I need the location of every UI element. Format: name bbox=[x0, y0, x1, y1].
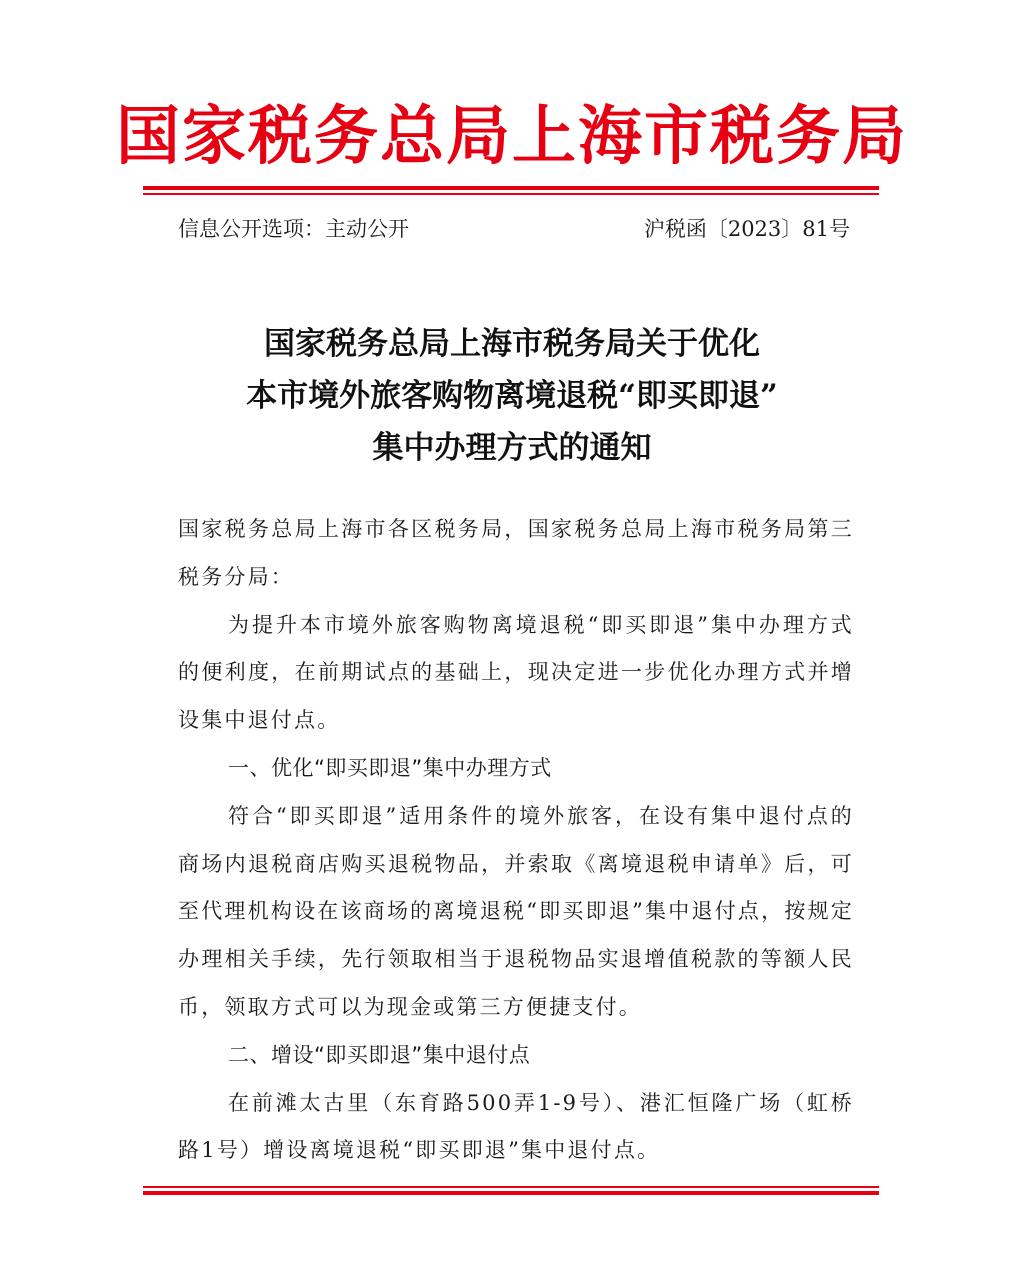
section-1-paragraph: 符合“即买即退”适用条件的境外旅客，在设有集中退付点的商场内退税商店购买退税物品，并索取《离境退税申请单》后，可至代理机构设在该商场的离境退税“即买即退”集中退付点，按规定办理相关手续，先行领取相当于退税物品实退增值税款的等额人民币，领取方式可以为现金或第三方便捷支付。 bbox=[178, 803, 854, 1019]
footer-rule-thin bbox=[143, 1186, 879, 1188]
agency-masthead: 国家税务总局上海市税务局 bbox=[116, 99, 908, 174]
section-1-heading: 一、优化“即买即退”集中办理方式 bbox=[228, 755, 552, 780]
header-rule-thin bbox=[143, 193, 879, 195]
header-rule-thick bbox=[143, 186, 879, 190]
salutation: 国家税务总局上海市各区税务局，国家税务总局上海市税务局第三税务分局： bbox=[178, 517, 854, 589]
document-body bbox=[178, 506, 854, 1175]
disclosure-option: 信息公开选项：主动公开 bbox=[178, 217, 409, 241]
title-line-1: 国家税务总局上海市税务局关于优化 bbox=[264, 326, 760, 362]
document-title bbox=[0, 318, 1024, 474]
section-2-paragraph: 在前滩太古里（东育路500弄1-9号）、港汇恒隆广场（虹桥路1号）增设离境退税“即买即退”集中退付点。 bbox=[178, 1090, 854, 1163]
title-line-3: 集中办理方式的通知 bbox=[372, 430, 652, 466]
footer-rule-thick bbox=[143, 1191, 879, 1195]
document-number: 沪税函〔2023〕81号 bbox=[643, 217, 850, 241]
document-meta-row bbox=[178, 212, 850, 246]
section-2-heading: 二、增设“即买即退”集中退付点 bbox=[228, 1042, 531, 1067]
title-line-2: 本市境外旅客购物离境退税“即买即退” bbox=[246, 378, 778, 414]
intro-paragraph: 为提升本市境外旅客购物离境退税“即买即退”集中办理方式的便利度，在前期试点的基础上，现决定进一步优化办理方式并增设集中退付点。 bbox=[178, 612, 854, 733]
